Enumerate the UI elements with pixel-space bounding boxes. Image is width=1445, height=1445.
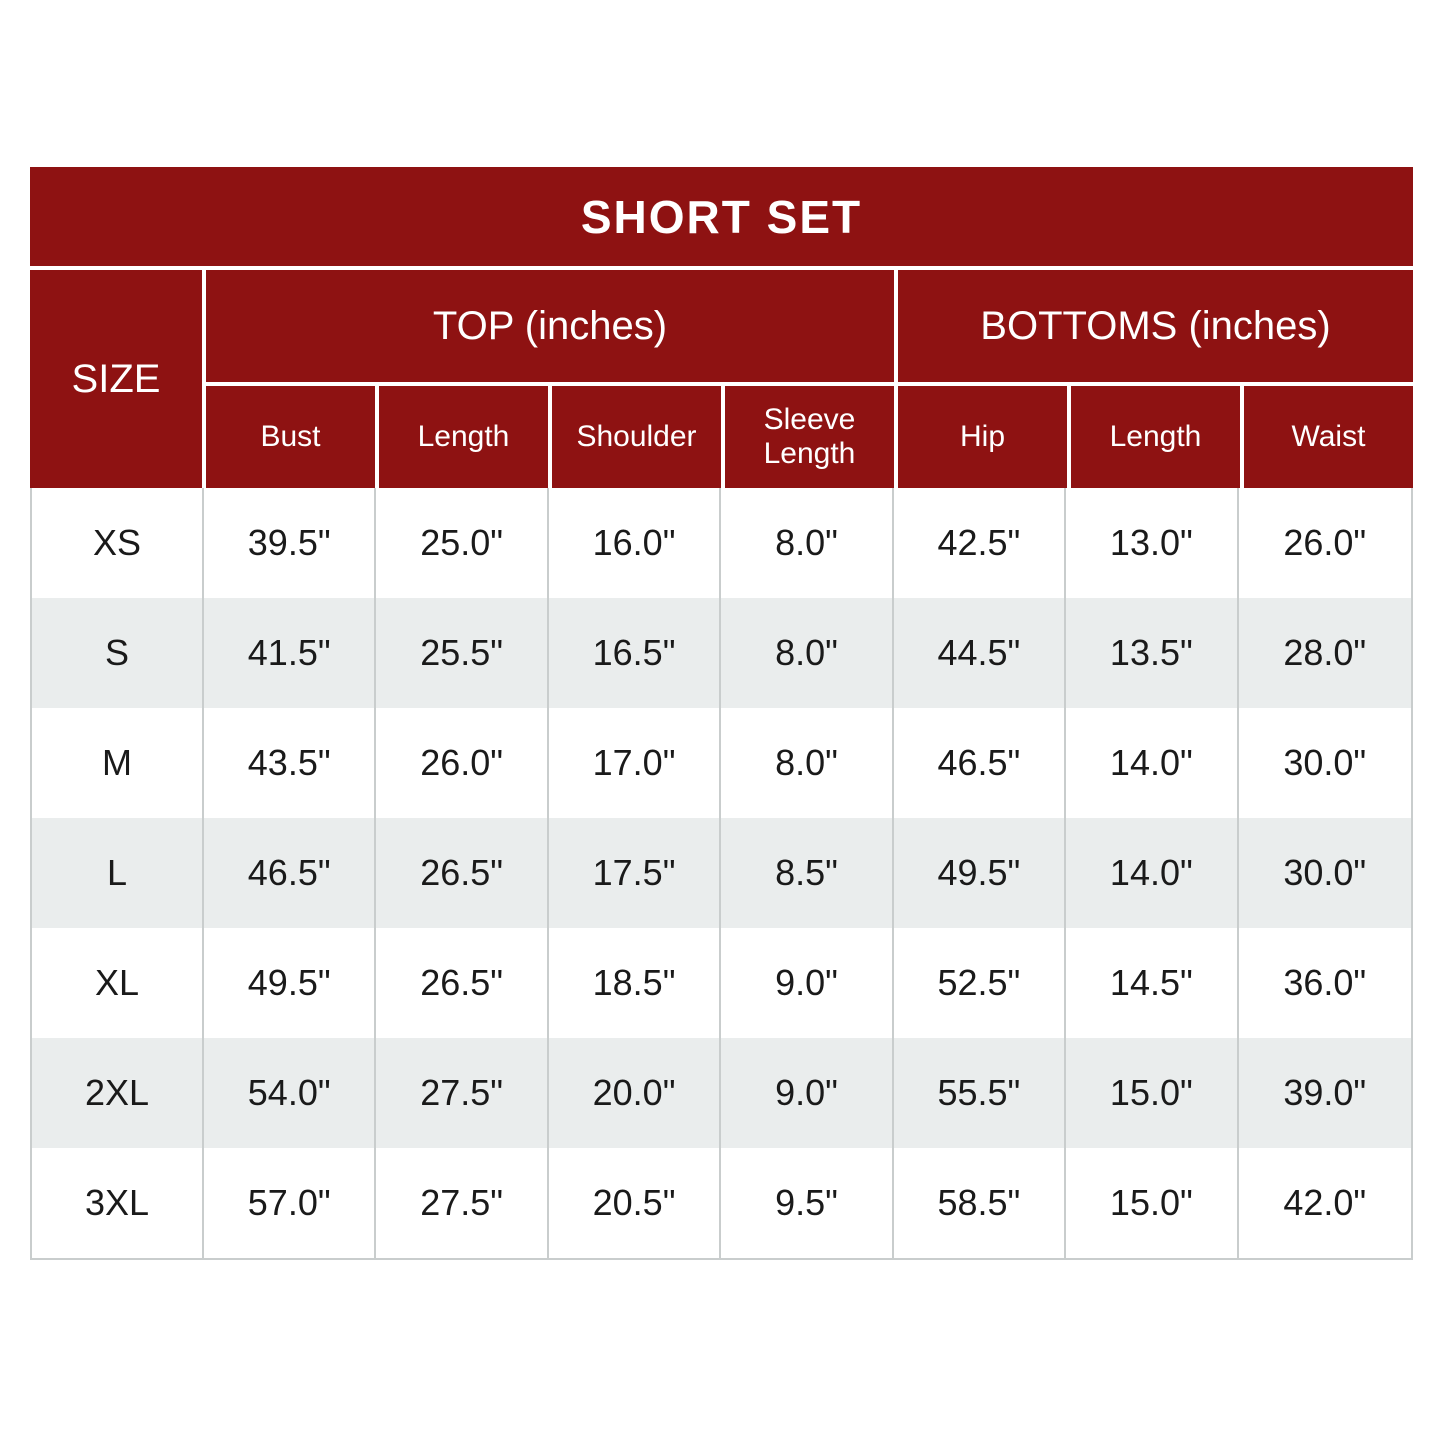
measurement-value: 9.0" bbox=[721, 928, 893, 1038]
size-row-2xl bbox=[32, 1038, 1411, 1148]
size-row-m bbox=[32, 708, 1411, 818]
measurement-value: 8.0" bbox=[721, 598, 893, 708]
measurement-value: 17.5" bbox=[549, 818, 721, 928]
measurement-value: 46.5" bbox=[894, 708, 1066, 818]
size-label: XL bbox=[32, 928, 204, 1038]
measurement-value: 57.0" bbox=[204, 1148, 376, 1258]
measurement-value: 58.5" bbox=[894, 1148, 1066, 1258]
measurement-value: 20.5" bbox=[549, 1148, 721, 1258]
measurement-value: 44.5" bbox=[894, 598, 1066, 708]
measurement-value: 49.5" bbox=[894, 818, 1066, 928]
measurement-value: 14.0" bbox=[1066, 708, 1238, 818]
measurement-value: 16.5" bbox=[549, 598, 721, 708]
measurement-value: 14.5" bbox=[1066, 928, 1238, 1038]
measurement-value: 42.5" bbox=[894, 488, 1066, 598]
size-label: S bbox=[32, 598, 204, 708]
measurement-value: 15.0" bbox=[1066, 1148, 1238, 1258]
size-row-3xl bbox=[32, 1148, 1411, 1258]
size-row-xs bbox=[32, 488, 1411, 598]
measurement-value: 43.5" bbox=[204, 708, 376, 818]
group-header-top: TOP (inches) bbox=[206, 270, 894, 382]
group-header-bottoms: BOTTOMS (inches) bbox=[898, 270, 1413, 382]
measurement-value: 26.0" bbox=[1283, 522, 1367, 563]
measurement-value: 30.0" bbox=[1283, 852, 1367, 893]
measurement-value: 18.5" bbox=[549, 928, 721, 1038]
measurement-value: 13.5" bbox=[1066, 598, 1238, 708]
chart-title: SHORT SET bbox=[30, 167, 1413, 266]
measurement-value: 41.5" bbox=[204, 598, 376, 708]
measurement-value: 9.0" bbox=[721, 1038, 893, 1148]
size-row-l bbox=[32, 818, 1411, 928]
size-row-s bbox=[32, 598, 1411, 708]
measurement-value: 55.5" bbox=[894, 1038, 1066, 1148]
measurement-value: 54.0" bbox=[204, 1038, 376, 1148]
measurement-value: 49.5" bbox=[204, 928, 376, 1038]
column-header-hip: Hip bbox=[898, 386, 1067, 488]
column-header-bust: Bust bbox=[206, 386, 375, 488]
size-label: 2XL bbox=[32, 1038, 204, 1148]
measurement-value: 42.0" bbox=[1283, 1182, 1367, 1223]
measurement-value: 39.0" bbox=[1283, 1072, 1367, 1113]
column-header-bottom-length: Length bbox=[1071, 386, 1240, 488]
size-label: L bbox=[32, 818, 204, 928]
measurement-value: 14.0" bbox=[1066, 818, 1238, 928]
measurement-value: 20.0" bbox=[549, 1038, 721, 1148]
measurement-value: 46.5" bbox=[204, 818, 376, 928]
measurement-value: 15.0" bbox=[1066, 1038, 1238, 1148]
measurement-value: 26.0" bbox=[376, 708, 548, 818]
measurement-value: 9.5" bbox=[721, 1148, 893, 1258]
measurement-value: 13.0" bbox=[1066, 488, 1238, 598]
measurement-value: 16.0" bbox=[549, 488, 721, 598]
column-header-sleeve-length: Sleeve Length bbox=[725, 386, 894, 488]
measurement-value: 26.5" bbox=[376, 818, 548, 928]
measurement-value: 26.5" bbox=[376, 928, 548, 1038]
measurement-value: 25.0" bbox=[376, 488, 548, 598]
measurement-value: 25.5" bbox=[376, 598, 548, 708]
measurement-value: 8.0" bbox=[721, 488, 893, 598]
measurement-value: 27.5" bbox=[376, 1038, 548, 1148]
size-label: 3XL bbox=[32, 1148, 204, 1258]
column-header-shoulder: Shoulder bbox=[552, 386, 721, 488]
measurement-value: 52.5" bbox=[894, 928, 1066, 1038]
size-label: M bbox=[32, 708, 204, 818]
size-chart-body bbox=[30, 488, 1413, 1260]
measurement-value: 8.0" bbox=[721, 708, 893, 818]
size-chart-header bbox=[30, 167, 1413, 488]
measurement-value: 30.0" bbox=[1283, 742, 1367, 783]
measurement-value: 8.5" bbox=[721, 818, 893, 928]
measurement-value: 17.0" bbox=[549, 708, 721, 818]
measurement-value: 28.0" bbox=[1283, 632, 1367, 673]
measurement-value: 36.0" bbox=[1283, 962, 1367, 1003]
column-header-size: SIZE bbox=[30, 270, 202, 488]
column-header-waist: Waist bbox=[1244, 386, 1413, 488]
size-chart-table bbox=[30, 167, 1413, 1260]
size-row-xl bbox=[32, 928, 1411, 1038]
column-header-top-length: Length bbox=[379, 386, 548, 488]
measurement-value: 39.5" bbox=[204, 488, 376, 598]
size-label: XS bbox=[32, 488, 204, 598]
measurement-value: 27.5" bbox=[376, 1148, 548, 1258]
